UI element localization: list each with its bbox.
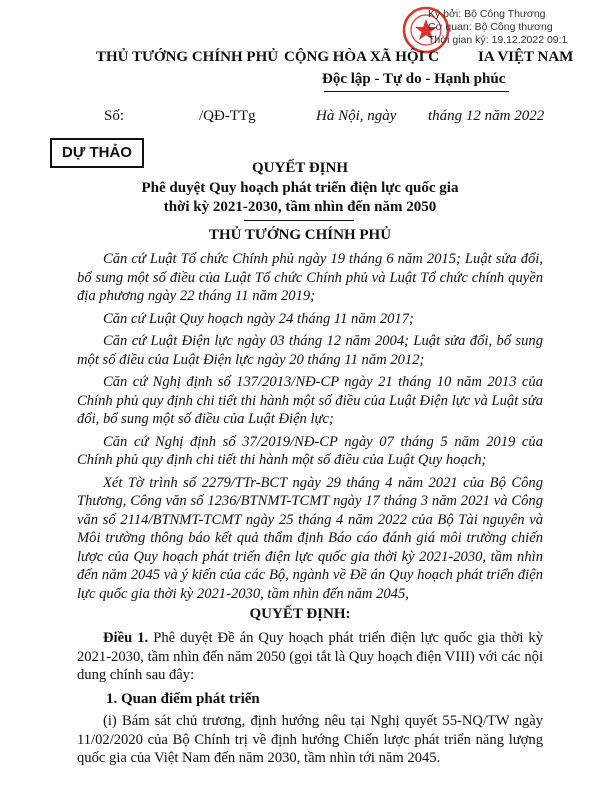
motto-underline <box>324 91 509 92</box>
national-title: CỘNG HÒA XÃ HỘI C <box>284 49 440 65</box>
decision-subtitle-line2: thời kỳ 2021-2030, tầm nhìn đến năm 2050 <box>163 199 437 215</box>
preamble-clause: Căn cứ Luật Tổ chức Chính phủ ngày 19 tháng 6 năm 2015; Luật sửa đổi, bổ sung một số điều của Luật Tổ chức Chính phủ và Luật Tổ chức chính quyền địa phương ngày 22 tháng 11 năm 2019; <box>77 251 543 304</box>
decides-heading: QUYẾT ĐỊNH: <box>249 606 351 622</box>
article-1 <box>77 629 543 689</box>
document-number-suffix: /QĐ-TTg <box>199 108 256 124</box>
preamble-clause: Căn cứ Nghị định số 37/2019/NĐ-CP ngày 07 tháng 5 năm 2019 của Chính phủ quy định chi tiết thi hành một số điều của Luật Quy hoạch; <box>77 433 543 468</box>
draft-label: DỰ THẢO <box>50 138 144 168</box>
section-1-paragraph <box>77 712 543 772</box>
month-year: tháng 12 năm 2022 <box>428 108 545 124</box>
signature-time: Thời gian ký: 19.12.2022 09:1 <box>428 34 568 46</box>
national-title-tail: IA VIỆT NAM <box>478 49 574 65</box>
document-number-label: Số: <box>104 108 125 124</box>
section-1-item-1: (i) Bám sát chủ trương, định hướng nêu tại Nghị quyết 55-NQ/TW ngày 11/02/2020 của Bộ Chính trị về định hướng Chiến lược phát triển năng lượng quốc gia của Việt Nam đến năm 2030, tầm nhìn tới năm 2045. <box>77 713 543 766</box>
section-1-title: 1. Quan điểm phát triển <box>106 691 260 707</box>
place-date: Hà Nội, ngày <box>316 108 397 124</box>
title-underline <box>244 220 354 221</box>
signature-agency: Cơ quan: Bộ Công thương <box>428 21 553 33</box>
national-motto: Độc lập - Tự do - Hạnh phúc <box>322 71 506 87</box>
issuer-title: THỦ TƯỚNG CHÍNH PHỦ <box>96 49 279 65</box>
article-1-label: Điều 1. <box>103 630 149 646</box>
decision-title: QUYẾT ĐỊNH <box>252 160 348 176</box>
authority-heading: THỦ TƯỚNG CHÍNH PHỦ <box>208 227 392 243</box>
digital-signature-info <box>428 8 567 47</box>
preamble-clause: Xét Tờ trình số 2279/TTr-BCT ngày 29 tháng 4 năm 2021 của Bộ Công Thương, Công văn số 1236/BTNMT-TCMT ngày 17 tháng 3 năm 2021 và Công văn số 2114/BTNMT-TCMT ngày 25 tháng 4 năm 2022 của Bộ Tài nguyên và Môi trường thông báo kết quả thẩm định Báo cáo đánh giá môi trường chiến lược của Quy hoạch phát triển điện lực quốc gia thời kỳ 2021-2030, tầm nhìn đến năm 2045 và ý kiến của các Bộ, ngành về Đề án Quy hoạch phát triển điện lực quốc gia thời kỳ 2021-2030, tầm nhìn đến năm 2045, <box>77 474 543 602</box>
preamble-clause: Căn cứ Luật Quy hoạch ngày 24 tháng 11 năm 2017; <box>103 310 414 327</box>
article-1-text: Phê duyệt Đề án Quy hoạch phát triển điện lực quốc gia thời kỳ 2021-2030, tầm nhìn đến năm 2050 (gọi tắt là Quy hoạch điện VIII) với các nội dung chính sau đây: <box>77 630 544 683</box>
signature-signer: Ký bởi: Bộ Công Thương <box>428 8 546 20</box>
decision-subtitle-line1: Phê duyệt Quy hoạch phát triển điện lực quốc gia <box>141 180 459 196</box>
preamble-clause: Căn cứ Nghị định số 137/2013/NĐ-CP ngày 21 tháng 10 năm 2013 của Chính phủ quy định chi tiết thi hành một số điều của Luật Điện lực và Luật sửa đổi, bổ sung một số điều của Luật Điện lực; <box>77 374 543 427</box>
preamble-clause: Căn cứ Luật Điện lực ngày 03 tháng 12 năm 2004; Luật sửa đổi, bổ sung một số điều của Luật Điện lực ngày 20 tháng 11 năm 2012; <box>77 333 543 368</box>
preamble <box>77 250 543 607</box>
